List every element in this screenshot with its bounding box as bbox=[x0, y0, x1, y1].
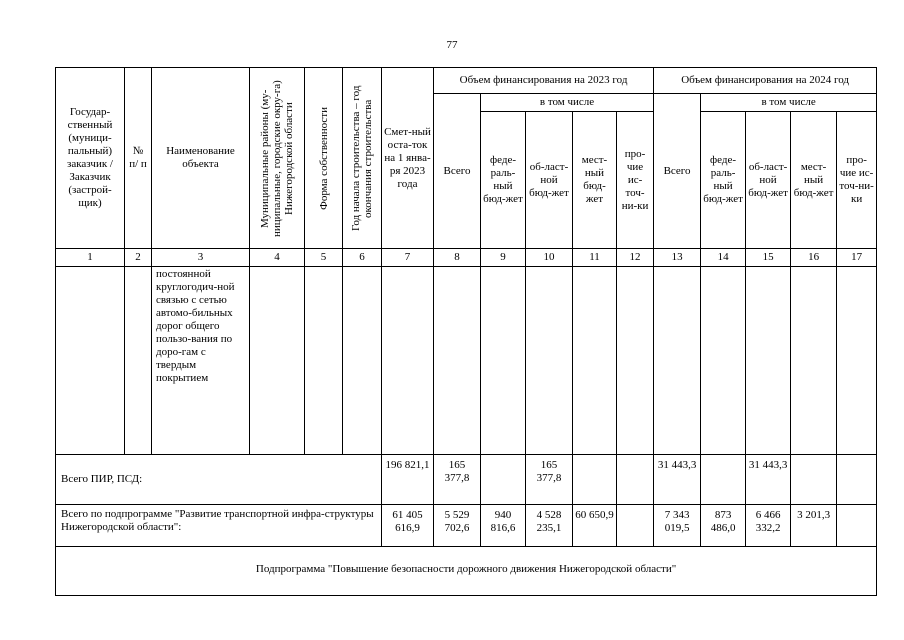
header-federal-2024: феде-раль-ный бюд-жет bbox=[701, 112, 746, 249]
col-number: 9 bbox=[481, 249, 526, 267]
continuation-text: постоянной круглогодич-ной связью с сетью автомо-бильных дорог общего пользо-вания по доро-гам с твердым покрытием bbox=[152, 267, 250, 455]
header-ownership: Форма собственности bbox=[317, 106, 330, 210]
total-other-2024 bbox=[837, 505, 877, 547]
col-number: 13 bbox=[654, 249, 701, 267]
header-object-name: Наименование объекта bbox=[152, 68, 250, 249]
col-number: 12 bbox=[617, 249, 654, 267]
header-other-2024: про-чие ис-точ-ни-ки bbox=[837, 112, 877, 249]
header-federal-2023: феде-раль-ный бюд-жет bbox=[481, 112, 526, 249]
continuation-row bbox=[56, 267, 877, 455]
pir-regional-2023: 165 377,8 bbox=[526, 455, 573, 505]
col-number: 16 bbox=[791, 249, 837, 267]
header-districts: Муниципальные районы (му-ниципальные, городские окру-га) Нижегородской области bbox=[259, 79, 295, 237]
pir-other-2023 bbox=[617, 455, 654, 505]
subprogram-title-row bbox=[56, 547, 877, 596]
subprogram-title: Подпрограмма "Повышение безопасности дорожного движения Нижегородской области" bbox=[56, 547, 877, 596]
total-2023: 5 529 702,6 bbox=[434, 505, 481, 547]
header-ownership-cell bbox=[305, 68, 343, 249]
page-number: 77 bbox=[446, 39, 458, 51]
header-years: Год начала строительства – год окончания строительства bbox=[350, 85, 374, 231]
header-years-cell bbox=[343, 68, 382, 249]
pir-label: Всего ПИР, ПСД: bbox=[56, 455, 382, 505]
col-number: 15 bbox=[746, 249, 791, 267]
col-number: 17 bbox=[837, 249, 877, 267]
column-numbers-row bbox=[56, 249, 877, 267]
subprogram-total-label: Всего по подпрограмме "Развитие транспортной инфра-структуры Нижегородской области": bbox=[56, 505, 382, 547]
total-regional-2024: 6 466 332,2 bbox=[746, 505, 791, 547]
col-number: 6 bbox=[343, 249, 382, 267]
pir-federal-2023 bbox=[481, 455, 526, 505]
header-incl-2023: в том числе bbox=[481, 94, 654, 112]
pir-total-2024: 31 443,3 bbox=[654, 455, 701, 505]
total-federal-2023: 940 816,6 bbox=[481, 505, 526, 547]
col-number: 14 bbox=[701, 249, 746, 267]
col-number: 2 bbox=[125, 249, 152, 267]
header-total-2023: Всего bbox=[434, 94, 481, 249]
header-balance: Смет-ный оста-ток на 1 янва-ря 2023 года bbox=[382, 68, 434, 249]
col-number: 5 bbox=[305, 249, 343, 267]
header-fin-2023: Объем финансирования на 2023 год bbox=[434, 68, 654, 94]
total-balance: 61 405 616,9 bbox=[382, 505, 434, 547]
pir-balance: 196 821,1 bbox=[382, 455, 434, 505]
financing-table bbox=[55, 67, 877, 596]
header-regional-2023: об-ласт-ной бюд-жет bbox=[526, 112, 573, 249]
pir-total-row bbox=[56, 455, 877, 505]
header-num: № п/ п bbox=[125, 68, 152, 249]
pir-local-2023 bbox=[573, 455, 617, 505]
total-other-2023 bbox=[617, 505, 654, 547]
pir-federal-2024 bbox=[701, 455, 746, 505]
total-local-2024: 3 201,3 bbox=[791, 505, 837, 547]
col-number: 7 bbox=[382, 249, 434, 267]
pir-regional-2024: 31 443,3 bbox=[746, 455, 791, 505]
col-number: 4 bbox=[250, 249, 305, 267]
col-number: 8 bbox=[434, 249, 481, 267]
subprogram-total-row bbox=[56, 505, 877, 547]
header-customer: Государ-ственный (муници-пальный) заказчик / Заказчик (застрой-щик) bbox=[56, 68, 125, 249]
total-2024: 7 343 019,5 bbox=[654, 505, 701, 547]
col-number: 10 bbox=[526, 249, 573, 267]
col-number: 1 bbox=[56, 249, 125, 267]
header-fin-2024: Объем финансирования на 2024 год bbox=[654, 68, 877, 94]
header-local-2023: мест-ный бюд-жет bbox=[573, 112, 617, 249]
total-federal-2024: 873 486,0 bbox=[701, 505, 746, 547]
header-total-2024: Всего bbox=[654, 94, 701, 249]
header-local-2024: мест-ный бюд-жет bbox=[791, 112, 837, 249]
pir-total-2023: 165 377,8 bbox=[434, 455, 481, 505]
col-number: 11 bbox=[573, 249, 617, 267]
header-other-2023: про-чие ис-точ-ни-ки bbox=[617, 112, 654, 249]
total-regional-2023: 4 528 235,1 bbox=[526, 505, 573, 547]
pir-other-2024 bbox=[837, 455, 877, 505]
col-number: 3 bbox=[152, 249, 250, 267]
header-districts-cell bbox=[250, 68, 305, 249]
pir-local-2024 bbox=[791, 455, 837, 505]
header-incl-2024: в том числе bbox=[701, 94, 877, 112]
total-local-2023: 60 650,9 bbox=[573, 505, 617, 547]
header-regional-2024: об-ласт-ной бюд-жет bbox=[746, 112, 791, 249]
